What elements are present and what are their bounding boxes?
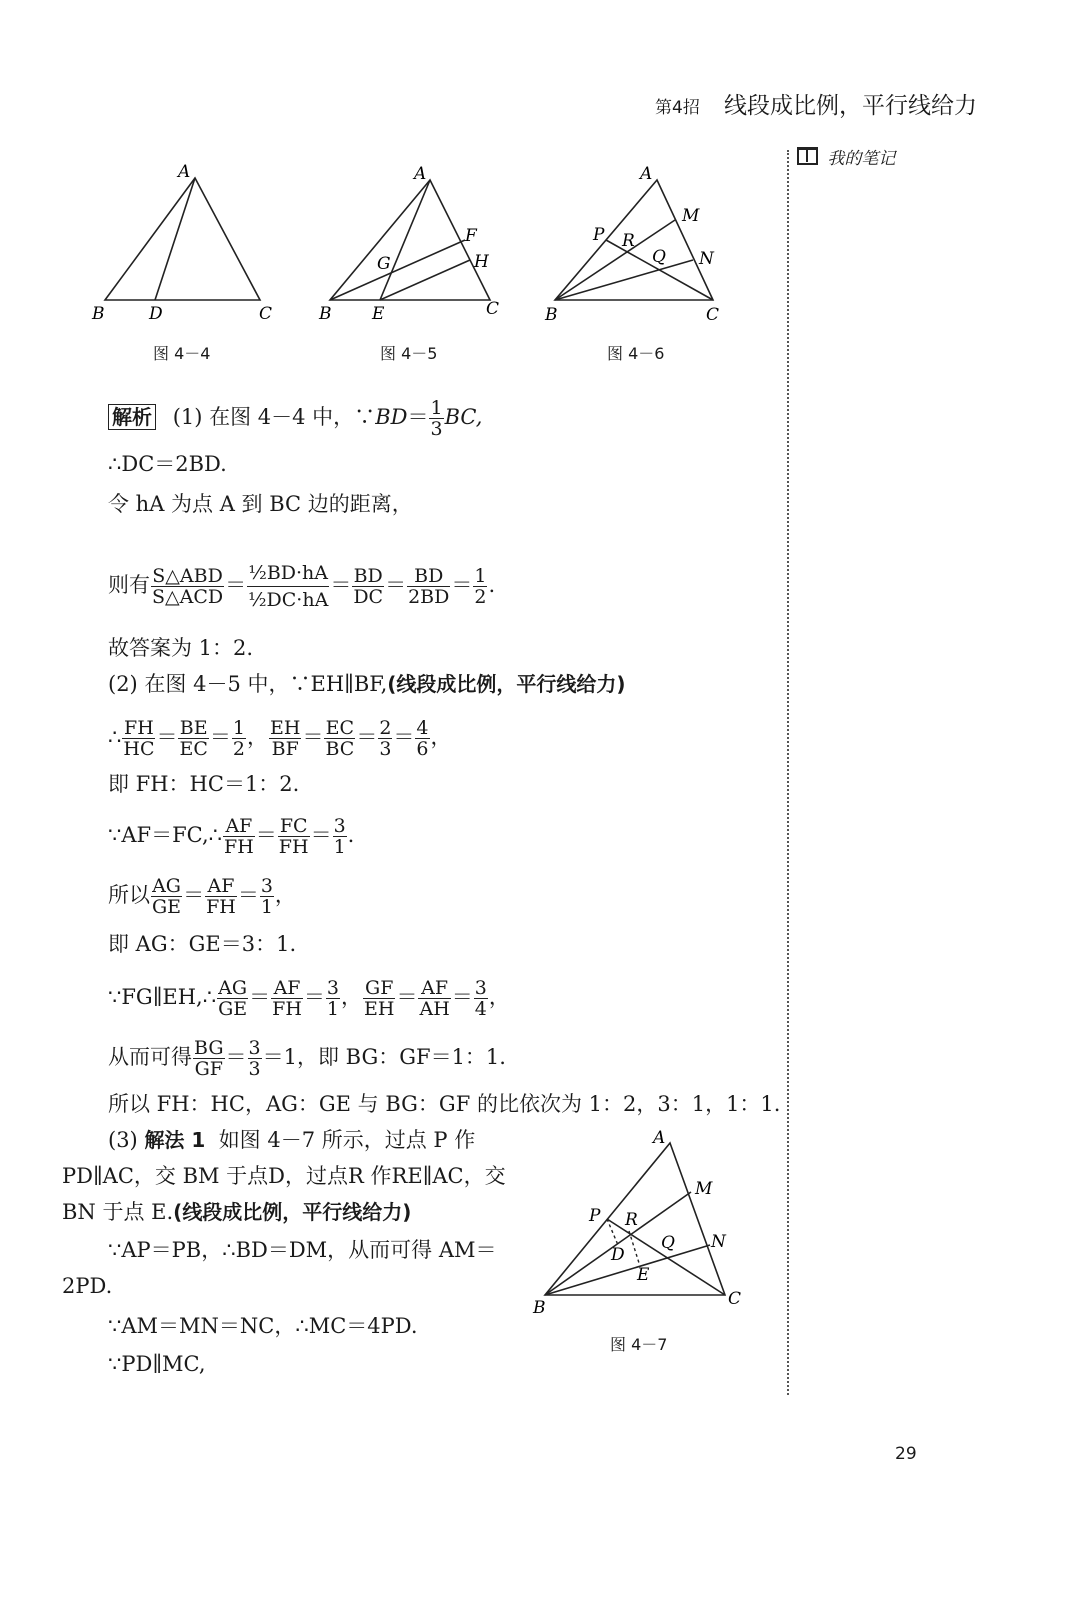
fraction: $\frac{BG}{GF}$ xyxy=(194,1037,224,1080)
fraction: $\frac{3}{1}$ xyxy=(260,875,273,918)
line-3: 令 hA 为点 A 到 BC 边的距离， xyxy=(108,492,413,516)
figure-4-4-caption: 图 4－4 xyxy=(153,344,211,363)
label-B: B xyxy=(533,1298,546,1318)
fraction: $\frac{3}{1}$ xyxy=(333,815,346,858)
text: BD xyxy=(375,405,408,429)
label-C: C xyxy=(486,299,500,319)
fraction: $\frac{4}{6}$ xyxy=(416,717,429,760)
text: (2) 在图 4－5 中，∵EH∥BF, xyxy=(108,672,388,696)
fraction: $\frac{AF}{FH}$ xyxy=(272,977,302,1020)
analysis-tag: 解析 xyxy=(108,404,156,430)
fraction: $\frac{\text{½BD·hA}}{\text{½DC·hA}}$ xyxy=(248,562,329,611)
label-N: N xyxy=(711,1232,726,1252)
line-7: ∴ $\frac{FH}{HC}$ ＝ $\frac{BE}{EC}$ ＝ $\frac{1}{2}$ ， $\frac{EH}{BF}$ ＝ $\frac{EC}{BC}$ ＝ $\frac{2}{3}$ ＝ $\frac{4}{6}$ ， xyxy=(108,717,452,760)
text: ∵AF＝FC,∴ xyxy=(108,823,223,847)
fraction: $\frac{AF}{FH}$ xyxy=(206,875,236,918)
text: ∵FG∥EH,∴ xyxy=(108,985,217,1009)
line-11: 即 AG：GE＝3：1. xyxy=(108,932,297,956)
label-M: M xyxy=(682,206,700,226)
fraction: $\frac{2}{3}$ xyxy=(379,717,392,760)
label-N: N xyxy=(699,249,714,269)
text: 如图 4－7 所示，过点 P 作 xyxy=(218,1128,476,1152)
fraction: $\frac{AG}{GE}$ xyxy=(152,875,182,918)
label-A: A xyxy=(653,1128,666,1148)
text: BC, xyxy=(444,405,483,429)
label-M: M xyxy=(695,1179,713,1199)
label-B: B xyxy=(319,304,332,324)
line-21: ∵PD∥MC, xyxy=(108,1352,206,1376)
text: ＝1，即 BG：GF＝1：1. xyxy=(262,1045,506,1069)
chapter-label: 第4招 xyxy=(655,98,700,118)
fraction: $\frac{GF}{EH}$ xyxy=(364,977,395,1020)
bold-text: 解法 1 xyxy=(144,1128,206,1152)
text: (3) xyxy=(108,1128,138,1152)
label-B: B xyxy=(545,305,558,325)
page-number: 29 xyxy=(895,1444,917,1464)
label-R: R xyxy=(622,231,635,251)
line-20: ∵AM＝MN＝NC，∴MC＝4PD. xyxy=(108,1314,418,1338)
line-13: 从而可得 $\frac{BG}{GF}$ ＝ $\frac{3}{3}$ ＝1，即 BG：GF＝1：1. xyxy=(108,1037,506,1080)
label-P: P xyxy=(593,225,605,245)
fraction: $\frac{1}{3}$ xyxy=(430,397,443,440)
text: ＝ xyxy=(407,405,429,429)
line-2: ∴DC＝2BD. xyxy=(108,452,227,476)
label-A: A xyxy=(414,164,427,184)
fraction: $\frac{AG}{GE}$ xyxy=(218,977,248,1020)
chapter-title: 线段成比例，平行线给力 xyxy=(724,93,977,119)
line-19: 2PD. xyxy=(62,1274,113,1298)
label-E: E xyxy=(372,304,385,324)
line-14: 所以 FH：HC，AG：GE 与 BG：GF 的比依次为 1：2，3：1，1：1. xyxy=(108,1092,781,1116)
label-A: A xyxy=(640,164,653,184)
label-G: G xyxy=(377,254,391,274)
line-12: ∵FG∥EH,∴ $\frac{AG}{GE}$ ＝ $\frac{AF}{FH}$ ＝ $\frac{3}{1}$ ， $\frac{GF}{EH}$ ＝ $\frac{AF}{AH}$ ＝ $\frac{3}{4}$ ， xyxy=(108,977,510,1020)
figure-4-5-caption: 图 4－5 xyxy=(380,344,438,363)
line-17 xyxy=(62,1198,411,1226)
fraction: $\frac{EH}{BF}$ xyxy=(270,717,301,760)
text: 所以 xyxy=(108,883,150,907)
figure-4-4 xyxy=(85,160,285,330)
fraction: $\frac{AF}{AH}$ xyxy=(419,977,450,1020)
line-15 xyxy=(108,1126,475,1154)
label-C: C xyxy=(706,305,720,325)
text: BN 于点 E. xyxy=(62,1200,174,1224)
line-18: ∵AP＝PB，∴BD＝DM，从而可得 AM＝ xyxy=(108,1238,497,1262)
line-9: ∵AF＝FC,∴ $\frac{AF}{FH}$ ＝ $\frac{FC}{FH}$ ＝ $\frac{3}{1}$ . xyxy=(108,815,355,858)
notes-label: 我的笔记 xyxy=(827,149,896,169)
label-B: B xyxy=(92,304,105,324)
fraction: $\frac{BD}{DC}$ xyxy=(353,565,384,608)
fraction: $\frac{BD}{2BD}$ xyxy=(408,565,450,608)
fraction: $\frac{3}{3}$ xyxy=(248,1037,261,1080)
label-C: C xyxy=(728,1289,742,1309)
fraction: $\frac{1}{2}$ xyxy=(232,717,245,760)
label-C: C xyxy=(259,304,273,324)
line-10: 所以 $\frac{AG}{GE}$ ＝ $\frac{AF}{FH}$ ＝ $\frac{3}{1}$ ， xyxy=(108,875,296,918)
label-Q: Q xyxy=(652,247,666,267)
fraction: $\frac{FC}{FH}$ xyxy=(278,815,309,858)
label-R: R xyxy=(625,1210,638,1230)
label-F: F xyxy=(465,226,477,246)
figure-4-6-caption: 图 4－6 xyxy=(607,344,665,363)
bold-text: (线段成比例，平行线给力) xyxy=(387,672,626,696)
line-16: PD∥AC，交 BM 于点D，过点R 作RE∥AC，交 xyxy=(62,1164,506,1188)
label-Q: Q xyxy=(661,1233,675,1253)
bold-text: (线段成比例，平行线给力) xyxy=(173,1200,412,1224)
label-H: H xyxy=(474,252,489,272)
line-8: 即 FH：HC＝1：2. xyxy=(108,772,300,796)
notes-header xyxy=(797,144,895,169)
label-D: D xyxy=(611,1245,625,1265)
book-icon xyxy=(797,147,818,165)
fraction: $\frac{1}{2}$ xyxy=(474,565,487,608)
label-D: D xyxy=(149,304,163,324)
fraction: $\frac{\text{S△ABD}}{\text{S△ACD}}$ xyxy=(152,565,224,608)
label-A: A xyxy=(178,162,191,182)
figure-4-6 xyxy=(535,160,745,330)
fraction: $\frac{EC}{BC}$ xyxy=(325,717,355,760)
figure-4-5 xyxy=(310,160,520,330)
notes-divider xyxy=(787,150,789,1395)
fraction: $\frac{3}{1}$ xyxy=(326,977,340,1020)
line-4: 则有 $\frac{\text{S△ABD}}{\text{S△ACD}}$ ＝ $\frac{\text{½BD·hA}}{\text{½DC·hA}}$ ＝ $\frac{BD}{DC}$ ＝ $\frac{BD}{2BD}$ ＝ $\frac{1}{2}$ . xyxy=(108,562,496,611)
figure-4-7-caption: 图 4－7 xyxy=(610,1335,668,1354)
line-5: 故答案为 1：2. xyxy=(108,636,254,660)
label-P: P xyxy=(589,1206,601,1226)
fraction: $\frac{AF}{FH}$ xyxy=(224,815,254,858)
line-6 xyxy=(108,670,626,698)
fraction: $\frac{3}{4}$ xyxy=(474,977,487,1020)
line-1 xyxy=(108,398,482,439)
fraction: $\frac{FH}{HC}$ xyxy=(123,717,155,760)
label-E: E xyxy=(637,1265,650,1285)
text: 则有 xyxy=(108,573,150,597)
text: (1) 在图 4－4 中，∵ xyxy=(172,405,376,429)
text: 从而可得 xyxy=(108,1045,192,1069)
figure-4-7 xyxy=(525,1125,755,1320)
fraction: $\frac{BE}{EC}$ xyxy=(179,717,208,760)
